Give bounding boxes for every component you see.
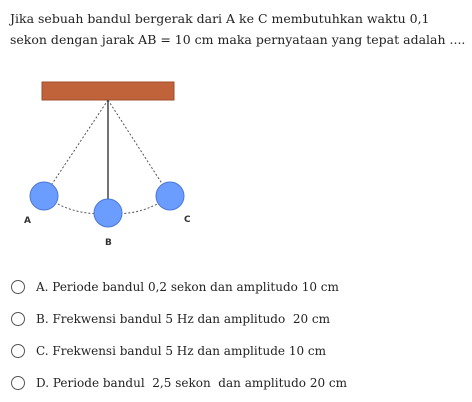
option-b[interactable] [11, 303, 347, 335]
pendulum-diagram [0, 75, 230, 260]
question-text [10, 8, 470, 50]
question-line-1: Jika sebuah bandul bergerak dari A ke C membutuhkan waktu 0,1 [10, 11, 430, 26]
pendulum-figure [0, 75, 230, 260]
answer-options [11, 271, 347, 399]
label-a: A [24, 216, 31, 226]
option-c-label: C. Frekwensi bandul 5 Hz dan amplitude 10 cm [36, 344, 327, 358]
pendulum-string-right [108, 100, 170, 196]
bob-b [94, 199, 122, 227]
radio-button-c[interactable] [11, 344, 25, 358]
label-b: B [105, 238, 112, 248]
option-b-label: B. Frekwensi bandul 5 Hz dan amplitudo 20 cm [36, 312, 331, 326]
bob-c [156, 182, 184, 210]
radio-button-b[interactable] [11, 312, 25, 326]
pendulum-string-left [44, 100, 108, 196]
label-c: C [184, 215, 191, 225]
option-d-label: D. Periode bandul 2,5 sekon dan amplitudo 20 cm [36, 376, 348, 390]
question-line-2: sekon dengan jarak AB = 10 cm maka pernyataan yang tepat adalah .... [10, 32, 466, 47]
pendulum-support [42, 82, 174, 100]
option-d[interactable] [11, 367, 347, 399]
option-c[interactable] [11, 335, 347, 367]
option-a[interactable] [11, 271, 347, 303]
radio-button-a[interactable] [11, 280, 25, 294]
option-a-label: A. Periode bandul 0,2 sekon dan amplitudo 10 cm [36, 280, 339, 294]
radio-button-d[interactable] [11, 376, 25, 390]
bob-a [30, 182, 58, 210]
